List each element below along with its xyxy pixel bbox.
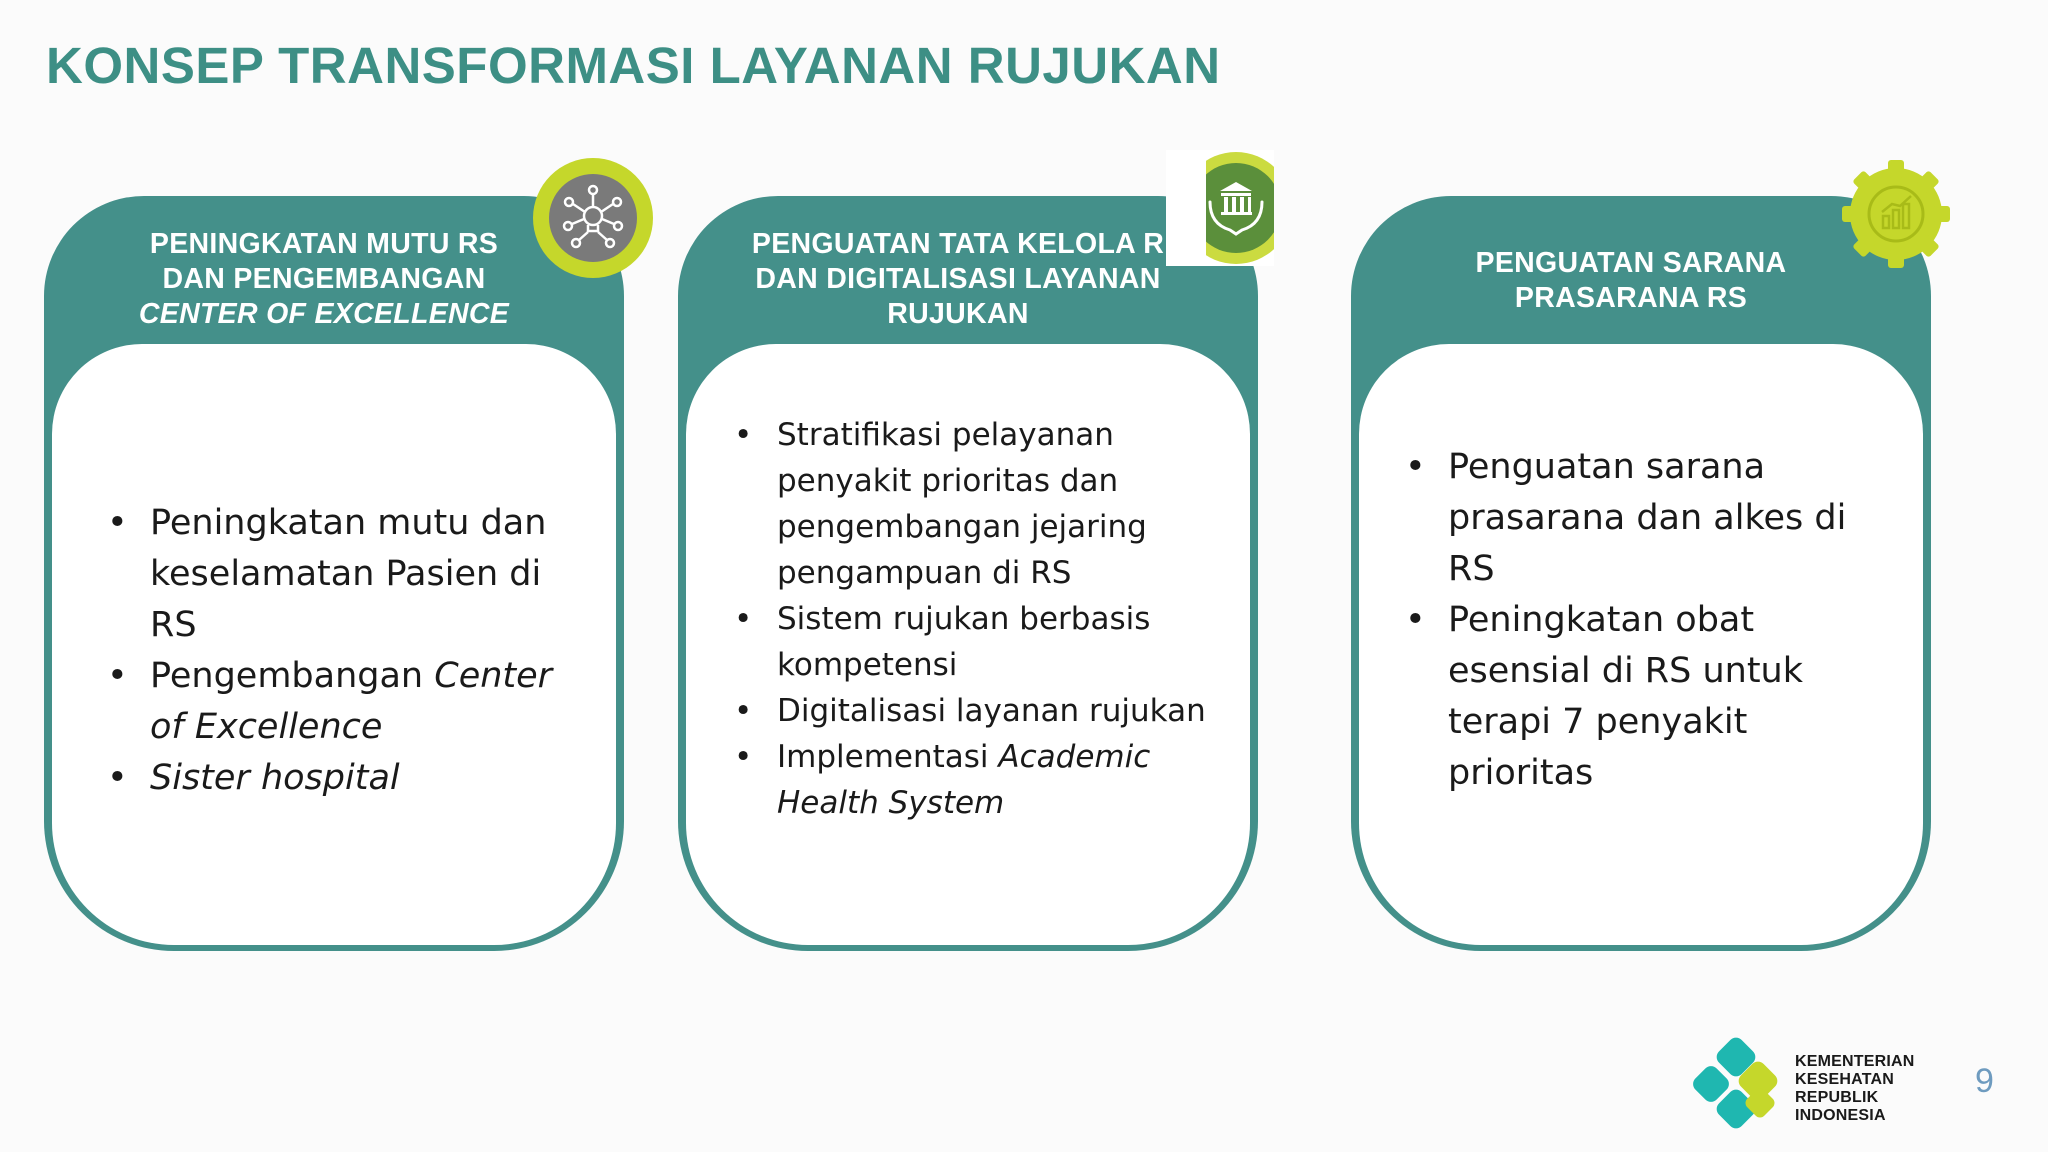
list-item: • Peningkatan obat esensial di RS untuk terapi 7 penyakit prioritas (1405, 595, 1828, 799)
gear-chart-icon (1836, 154, 1956, 274)
list-item: • Pengembangan Center of Excellence (107, 651, 560, 753)
card-heading-line: DAN DIGITALISASI LAYANAN (755, 262, 1161, 295)
bullet-list (686, 412, 1267, 826)
card-heading-line: RUJUKAN (887, 297, 1029, 330)
list-item: • Stratifikasi pelayanan penyakit prioritas dan pengembangan jejaring pengampuan di RS (734, 412, 1177, 596)
card-tata-kelola (678, 196, 1258, 951)
kemenkes-logo-icon (1690, 1035, 1790, 1135)
card-peningkatan-mutu (44, 196, 624, 951)
hands-building-icon (1166, 150, 1274, 266)
list-item: • Digitalisasi layanan rujukan (734, 688, 1247, 734)
idea-network-icon (533, 158, 653, 278)
bullet-list (52, 498, 580, 804)
card-heading-line: DAN PENGEMBANGAN (162, 262, 486, 295)
card-body (686, 344, 1250, 945)
card-heading (74, 214, 574, 344)
card-body (1359, 344, 1923, 945)
card-sarana-prasarana (1351, 196, 1931, 951)
list-item: • Sistem rujukan berbasis kompetensi (734, 596, 1177, 688)
list-item: • Penguatan sarana prasarana dan alkes di RS (1405, 442, 1858, 595)
card-heading-line: PENGUATAN SARANA (1475, 247, 1787, 279)
list-item: • Implementasi Academic Health System (734, 734, 1197, 826)
page-number: 9 (1975, 1062, 1994, 1100)
list-item: • Sister hospital (107, 753, 560, 804)
card-heading (1391, 216, 1871, 346)
slide-title: KONSEP TRANSFORMASI LAYANAN RUJUKAN (46, 37, 1221, 94)
card-body (52, 344, 616, 945)
ministry-logo-text: KEMENTERIAN KESEHATAN REPUBLIK INDONESIA (1795, 1053, 1915, 1124)
card-heading-line: PENINGKATAN MUTU RS (149, 227, 499, 260)
card-heading-line: PENGUATAN TATA KELOLA R (751, 227, 1165, 260)
card-heading (718, 214, 1198, 344)
card-heading-line: CENTER OF EXCELLENCE (138, 297, 510, 330)
list-item: • Peningkatan mutu dan keselamatan Pasien di RS (107, 498, 560, 651)
bullet-list (1359, 442, 1878, 799)
card-heading-line: PRASARANA RS (1514, 282, 1748, 314)
